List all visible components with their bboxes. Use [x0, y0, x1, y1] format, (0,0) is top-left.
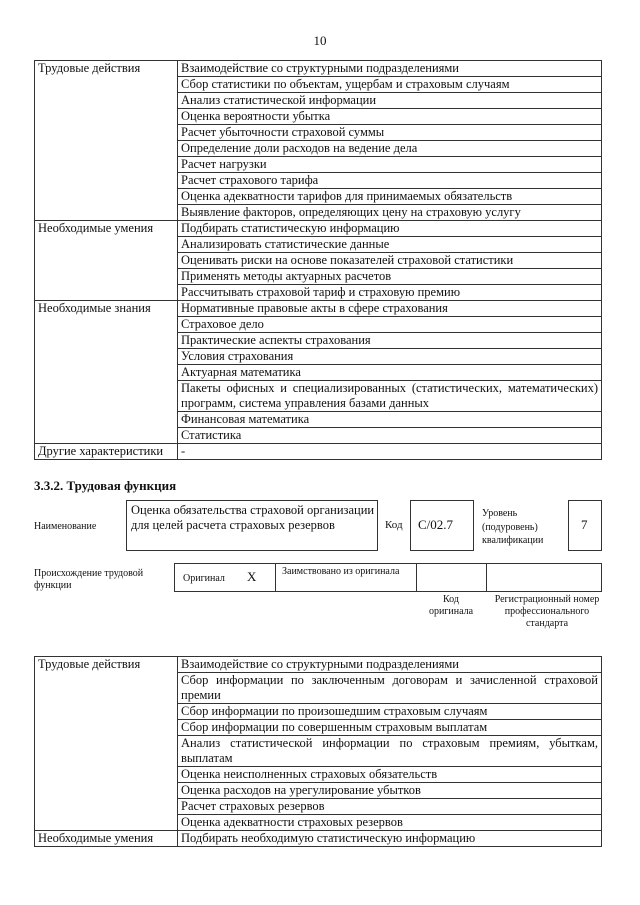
original-label: Оригинал: [183, 573, 225, 584]
row-heading: Трудовые действия: [35, 657, 178, 831]
table-cell: Сбор информации по заключенным договорам и зачисленной страховой премии: [178, 673, 602, 704]
original-mark: X: [247, 569, 257, 584]
section-title: 3.3.2. Трудовая функция: [34, 478, 177, 493]
table-cell: -: [178, 444, 602, 460]
table-cell: Выявление факторов, определяющих цену на страховую услугу: [178, 205, 602, 221]
table-cell: Определение доли расходов на ведение дела: [178, 141, 602, 157]
table-cell: Анализ статистической информации по страховым премиям, убыткам, выплатам: [178, 736, 602, 767]
characteristics-table-2: [34, 656, 602, 847]
table-cell: Оценка вероятности убытка: [178, 109, 602, 125]
row-heading: Необходимые умения: [35, 831, 178, 847]
table-cell: Взаимодействие со структурными подразделениями: [178, 657, 602, 673]
table-cell: Статистика: [178, 428, 602, 444]
table-cell: Расчет страховых резервов: [178, 799, 602, 815]
table-cell: Финансовая математика: [178, 412, 602, 428]
table-cell: Практические аспекты страхования: [178, 333, 602, 349]
table-cell: Нормативные правовые акты в сфере страхования: [178, 301, 602, 317]
table-cell: Сбор статистики по объектам, ущербам и страховым случаям: [178, 77, 602, 93]
table-cell: Страховое дело: [178, 317, 602, 333]
table-cell: Пакеты офисных и специализированных (статистических, математических) программ, система управления базами данных: [178, 381, 602, 412]
page-number: 10: [313, 33, 327, 48]
level-value: 7: [581, 517, 588, 532]
name-label: Наименование: [34, 521, 97, 532]
table-cell: Оценка адекватности тарифов для принимаемых обязательств: [178, 189, 602, 205]
code-label: Код: [385, 519, 403, 531]
table-cell: Рассчитывать страховой тариф и страховую премию: [178, 285, 602, 301]
table-cell: Сбор информации по совершенным страховым выплатам: [178, 720, 602, 736]
table-cell: Оценка адекватности страховых резервов: [178, 815, 602, 831]
table-cell: Актуарная математика: [178, 365, 602, 381]
table-cell: Подбирать необходимую статистическую информацию: [178, 831, 602, 847]
table-cell: Подбирать статистическую информацию: [178, 221, 602, 237]
reg-number-caption: Регистрационный номер профессионального стандарта: [494, 594, 600, 629]
table-cell: Оценка расходов на урегулирование убытков: [178, 783, 602, 799]
origin-divider: [275, 563, 276, 592]
table-cell: Взаимодействие со структурными подразделениями: [178, 61, 602, 77]
code-original-caption: Код оригинала: [428, 594, 474, 617]
function-code: С/02.7: [418, 517, 454, 532]
table-cell: Сбор информации по произошедшим страховым случаям: [178, 704, 602, 720]
row-heading: Необходимые умения: [35, 221, 178, 301]
row-heading: Другие характеристики: [35, 444, 178, 460]
table-cell: Расчет нагрузки: [178, 157, 602, 173]
origin-label: Происхождение трудовой функции: [34, 568, 144, 591]
borrowed-label: Заимствовано из оригинала: [282, 566, 400, 577]
characteristics-table-1: [34, 60, 602, 460]
origin-divider: [416, 563, 417, 592]
table-cell: Оценка неисполненных страховых обязательств: [178, 767, 602, 783]
level-label: Уровень (подуровень) квалификации: [482, 508, 544, 546]
table-cell: Оценивать риски на основе показателей страховой статистики: [178, 253, 602, 269]
table-cell: Расчет страхового тарифа: [178, 173, 602, 189]
table-cell: Анализировать статистические данные: [178, 237, 602, 253]
origin-divider: [486, 563, 487, 592]
row-heading: Трудовые действия: [35, 61, 178, 221]
row-heading: Необходимые знания: [35, 301, 178, 444]
table-cell: Условия страхования: [178, 349, 602, 365]
table-cell: Расчет убыточности страховой суммы: [178, 125, 602, 141]
table-cell: Анализ статистической информации: [178, 93, 602, 109]
table-cell: Применять методы актуарных расчетов: [178, 269, 602, 285]
function-name: Оценка обязательства страховой организации для целей расчета страховых резервов: [131, 503, 375, 532]
